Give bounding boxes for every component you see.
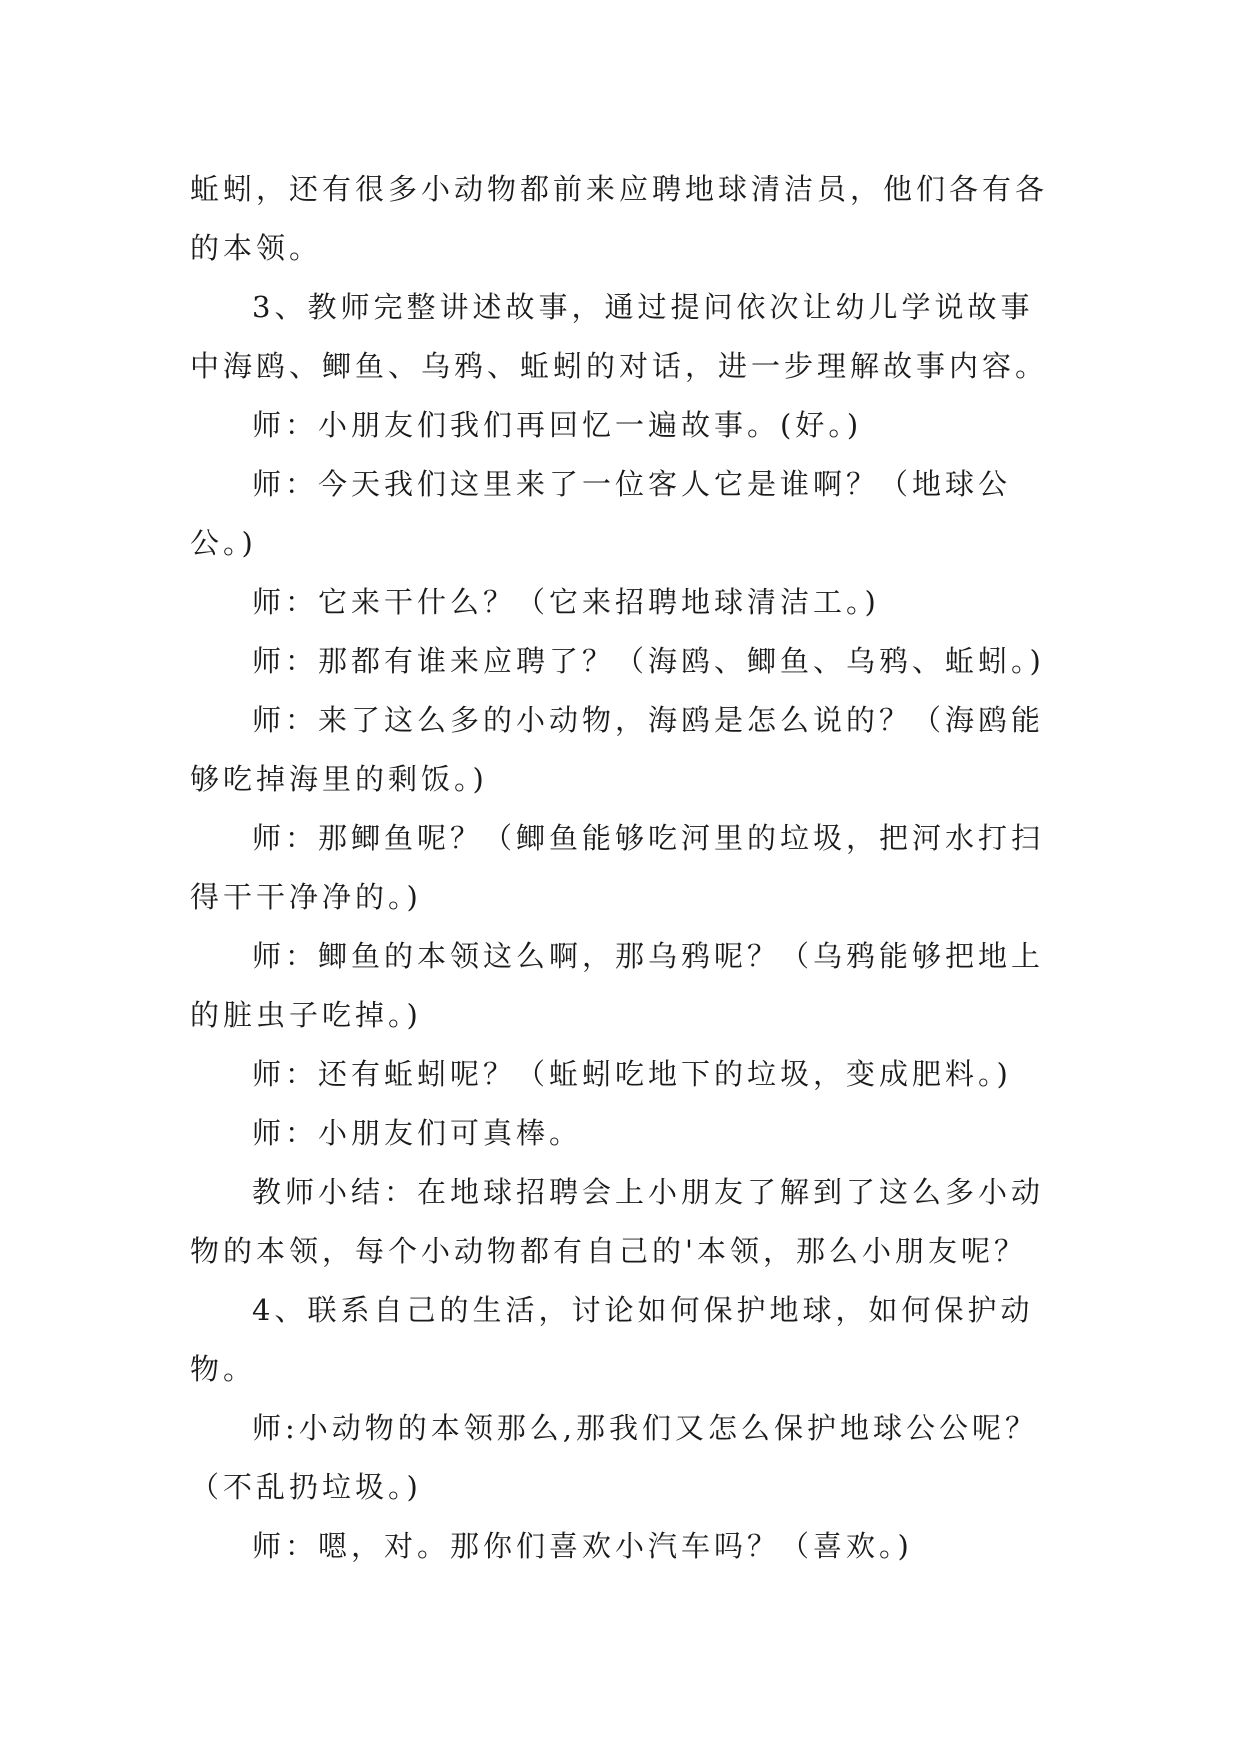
text-line: 师：鲫鱼的本领这么啊，那乌鸦呢？（乌鸦能够把地上 (252, 939, 1045, 973)
text-line: 师：那鲫鱼呢？（鲫鱼能够吃河里的垃圾，把河水打扫 (252, 821, 1045, 855)
text-line: 的脏虫子吃掉。) (190, 998, 422, 1032)
text-line: 够吃掉海里的剩饭。) (190, 762, 488, 796)
text-line: 师：还有蚯蚓呢？（蚯蚓吃地下的垃圾，变成肥料。) (252, 1057, 1012, 1091)
text-line: （不乱扔垃圾。) (190, 1470, 422, 1504)
text-line: 教师小结：在地球招聘会上小朋友了解到了这么多小动 (252, 1175, 1045, 1209)
text-line: 师：嗯，对。那你们喜欢小汽车吗？（喜欢。) (252, 1529, 913, 1563)
text-line: 4、联系自己的生活，讨论如何保护地球，如何保护动 (252, 1293, 1034, 1327)
text-line: 师：小朋友们可真棒。 (252, 1116, 583, 1150)
text-line: 师：小朋友们我们再回忆一遍故事。(好。) (252, 408, 863, 442)
text-line: 师：它来干什么？（它来招聘地球清洁工。) (252, 585, 880, 619)
text-line: 得干干净净的。) (190, 880, 422, 914)
text-line: 公。) (190, 526, 257, 560)
text-line: 师：今天我们这里来了一位客人它是谁啊？（地球公 (252, 467, 1012, 501)
document-body (190, 160, 1050, 1576)
text-line: 物的本领，每个小动物都有自己的'本领，那么小朋友呢？ (190, 1234, 1027, 1268)
text-line: 师：那都有谁来应聘了？（海鸥、鲫鱼、乌鸦、蚯蚓。) (252, 644, 1045, 678)
text-line: 中海鸥、鲫鱼、乌鸦、蚯蚓的对话，进一步理解故事内容。 (190, 349, 1049, 383)
text-line: 物。 (190, 1352, 257, 1386)
text-line: 的本领。 (190, 231, 323, 265)
text-line: 师:小动物的本领那么,那我们又怎么保护地球公公呢？ (252, 1411, 1038, 1445)
text-line: 师：来了这么多的小动物，海鸥是怎么说的？（海鸥能 (252, 703, 1045, 737)
text-line: 3、教师完整讲述故事，通过提问依次让幼儿学说故事 (252, 290, 1034, 324)
text-line: 蚯蚓，还有很多小动物都前来应聘地球清洁员，他们各有各 (190, 172, 1049, 206)
